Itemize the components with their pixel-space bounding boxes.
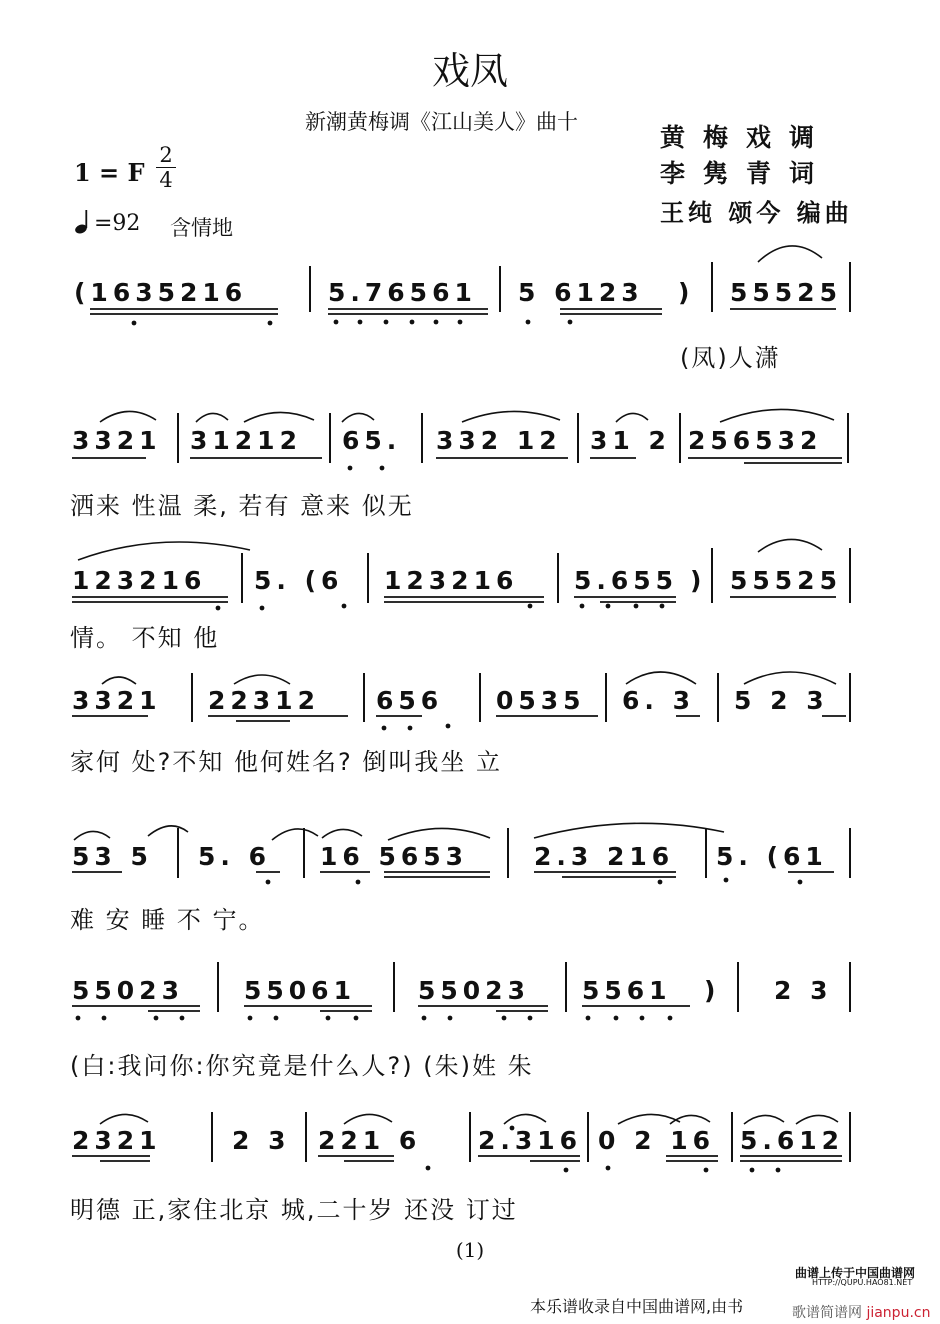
- lyric-line: 明德 正,家住北京 城,二十岁 还没 订过: [70, 1196, 518, 1224]
- time-top: 2: [159, 143, 173, 167]
- expression-marking: 含情地: [170, 216, 233, 240]
- site-domain: jianpu.cn: [866, 1305, 931, 1321]
- measure: 16 5653: [320, 842, 469, 871]
- measure: 5561: [582, 976, 672, 1005]
- measure: 5.612: [740, 1126, 845, 1155]
- measure: 2.316: [478, 1126, 583, 1155]
- measure: 3321: [72, 426, 162, 455]
- measure: 22312: [208, 686, 320, 715]
- site-watermark: [792, 1302, 930, 1322]
- lyric-line: 难 安 睡 不 宁。: [70, 906, 265, 934]
- measure: (1635216: [74, 278, 248, 307]
- measure: 656: [376, 686, 444, 715]
- measure: 5. 6: [198, 842, 271, 871]
- lyric-line: (白:我问你:你究竟是什么人?) (朱)姓 朱: [70, 1052, 534, 1080]
- credit-lyricist: 李隽青词: [660, 159, 833, 188]
- site-name: 歌谱简谱网: [792, 1305, 862, 1321]
- lyric-line: 情。 不知 他: [70, 624, 220, 652]
- measure: 6. 3: [622, 686, 695, 715]
- page-title: 戏凤: [431, 49, 508, 93]
- measure: 123216: [384, 566, 519, 595]
- lyric-line: (凤)人潇: [680, 344, 781, 372]
- source-note: 本乐谱收录自中国曲谱网,由书: [530, 1297, 744, 1316]
- measure: 221 6: [318, 1126, 422, 1155]
- measure: 0 2 16: [598, 1126, 715, 1155]
- measure: 55061: [244, 976, 356, 1005]
- measure: 2 3: [774, 976, 833, 1005]
- measure: 5. (61: [716, 842, 828, 871]
- measure: 5. (6: [254, 566, 344, 595]
- credit-tune: 黄梅戏调: [660, 123, 833, 152]
- credit-arranger: 王纯 颂今 编曲: [660, 198, 853, 227]
- measure: 5.655: [574, 566, 679, 595]
- measure: 31212: [190, 426, 302, 455]
- measure: 31 2: [590, 426, 671, 455]
- measure: 5.76561: [328, 278, 477, 307]
- measure: 55023: [72, 976, 184, 1005]
- measure: ): [690, 566, 707, 595]
- measure: ): [704, 976, 721, 1005]
- lyric-line: 家何 处?不知 他何姓名? 倒叫我坐 立: [70, 748, 502, 776]
- measure: 5 6123: [518, 278, 644, 307]
- tempo-value: =92: [94, 211, 141, 236]
- key-signature: 1 = F: [74, 158, 145, 187]
- measure: 256532: [688, 426, 823, 455]
- page-number: (1): [455, 1238, 485, 1262]
- measure: 2321: [72, 1126, 162, 1155]
- measure: 55525: [730, 566, 842, 595]
- lyric-line: 洒来 性温 柔, 若有 意来 似无: [70, 492, 414, 520]
- measure: 2 3: [232, 1126, 291, 1155]
- measure: 55023: [418, 976, 530, 1005]
- measure: 55525: [730, 278, 842, 307]
- measure: 53 5: [72, 842, 153, 871]
- upload-stamp-url: HTTP://QUPU.HAO81.NET: [812, 1278, 913, 1287]
- upload-stamp: 曲谱上传于中国曲谱网: [795, 1266, 916, 1280]
- measure: 3321: [72, 686, 162, 715]
- measure: 2.3 216: [534, 842, 675, 871]
- measure: 5 2 3: [734, 686, 829, 715]
- measure: ): [678, 278, 695, 307]
- measure: 0535: [496, 686, 586, 715]
- time-bottom: 4: [159, 168, 173, 192]
- subtitle: 新潮黄梅调《江山美人》曲十: [305, 110, 578, 134]
- measure: 65.: [342, 426, 402, 455]
- measure: 123216: [72, 566, 207, 595]
- measure: 332 12: [436, 426, 562, 455]
